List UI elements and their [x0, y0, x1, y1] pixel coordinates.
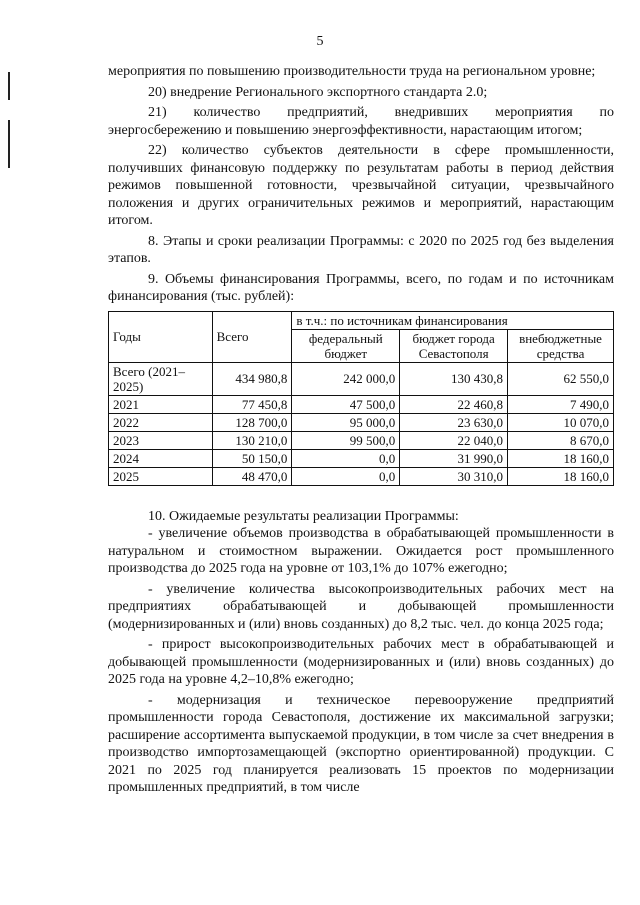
cell-total: 48 470,0	[212, 467, 292, 485]
list-item: - увеличение количества высокопроизводительных рабочих мест на предприятиях обрабатывающей и добывающей промышленности (модернизированных и (или) вновь созданных) до 8,2 тыс. чел. до конца 2025 года;	[108, 581, 614, 632]
table-row	[109, 449, 614, 467]
cell-city: 23 630,0	[400, 413, 508, 431]
table-row	[109, 395, 614, 413]
cell-federal: 47 500,0	[292, 395, 400, 413]
cell-city: 22 040,0	[400, 431, 508, 449]
cell-extra: 18 160,0	[508, 449, 614, 467]
cell-city: 22 460,8	[400, 395, 508, 413]
header-federal: федеральный бюджет	[292, 329, 400, 362]
cell-year: 2022	[109, 413, 213, 431]
table-row	[109, 467, 614, 485]
cell-city: 30 310,0	[400, 467, 508, 485]
cell-year: 2021	[109, 395, 213, 413]
list-item: - модернизация и техническое перевооружение предприятий промышленности города Севастополя, достижение их максимальной загрузки; расширение ассортимента выпускаемой продукции, в том числе за счет внедрения в производство импортозамещающей (экспортно ориентированной) продукции. С 2021 по 2025 год планируется реализовать 15 проектов по модернизации промышленных предприятий, в том числе	[108, 692, 614, 795]
cell-total: 77 450,8	[212, 395, 292, 413]
cell-year: 2024	[109, 449, 213, 467]
cell-total: 130 210,0	[212, 431, 292, 449]
cell-federal: 242 000,0	[292, 362, 400, 395]
cell-year: 2025	[109, 467, 213, 485]
cell-total: 50 150,0	[212, 449, 292, 467]
cell-city: 31 990,0	[400, 449, 508, 467]
margin-mark-bottom	[8, 120, 10, 168]
header-total: Всего	[212, 311, 292, 362]
table-row	[109, 362, 614, 395]
table-row	[109, 431, 614, 449]
cell-extra: 18 160,0	[508, 467, 614, 485]
header-extra: внебюджетные средства	[508, 329, 614, 362]
header-sources: в т.ч.: по источникам финансирования	[292, 311, 614, 329]
header-city: бюджет города Севастополя	[400, 329, 508, 362]
cell-federal: 0,0	[292, 449, 400, 467]
paragraph: 20) внедрение Регионального экспортного стандарта 2.0;	[148, 84, 488, 100]
page-number: 5	[316, 34, 324, 49]
paragraph: 9. Объемы финансирования Программы, всего, по годам и по источникам финансирования (тыс. рублей):	[108, 271, 614, 304]
cell-year: Всего (2021–2025)	[109, 362, 213, 395]
paragraph: 8. Этапы и сроки реализации Программы: с 2020 по 2025 год без выделения этапов.	[108, 233, 614, 266]
paragraph: 22) количество субъектов деятельности в сфере промышленности, получивших финансовую поддержку по результатам работы в период действия режимов повышенной готовности, чрезвычайной ситуации, чрезвычайного положения и других ограничительных режимов и мероприятий, нарастающим итогом.	[108, 143, 614, 228]
paragraph: 21) количество предприятий, внедривших мероприятия по энергосбережению и повышению энергоэффективности, нарастающим итогом;	[108, 105, 614, 138]
cell-extra: 7 490,0	[508, 395, 614, 413]
cell-city: 130 430,8	[400, 362, 508, 395]
cell-extra: 62 550,0	[508, 362, 614, 395]
margin-mark-top	[8, 72, 10, 100]
cell-federal: 95 000,0	[292, 413, 400, 431]
table-row	[109, 413, 614, 431]
list-item: - прирост высокопроизводительных рабочих мест в обрабатывающей и добывающей промышленности (модернизированных и (или) вновь созданных) до 2025 года на уровне 4,2–10,8% ежегодно;	[108, 637, 614, 687]
header-years: Годы	[109, 311, 213, 362]
cell-federal: 0,0	[292, 467, 400, 485]
financing-table	[108, 311, 614, 486]
paragraph: мероприятия по повышению производительности труда на региональном уровне;	[108, 64, 596, 79]
cell-total: 434 980,8	[212, 362, 292, 395]
cell-extra: 10 070,0	[508, 413, 614, 431]
document-body	[108, 63, 614, 797]
cell-total: 128 700,0	[212, 413, 292, 431]
cell-year: 2023	[109, 431, 213, 449]
table-header-row	[109, 311, 614, 329]
paragraph: 10. Ожидаемые результаты реализации Программы:	[148, 508, 459, 524]
cell-federal: 99 500,0	[292, 431, 400, 449]
cell-extra: 8 670,0	[508, 431, 614, 449]
list-item: - увеличение объемов производства в обрабатывающей промышленности в натуральном и стоимостном выражении. Ожидается рост промышленного производства до 2025 года на уровне от 103,1% до 107% ежегодно;	[108, 526, 614, 576]
